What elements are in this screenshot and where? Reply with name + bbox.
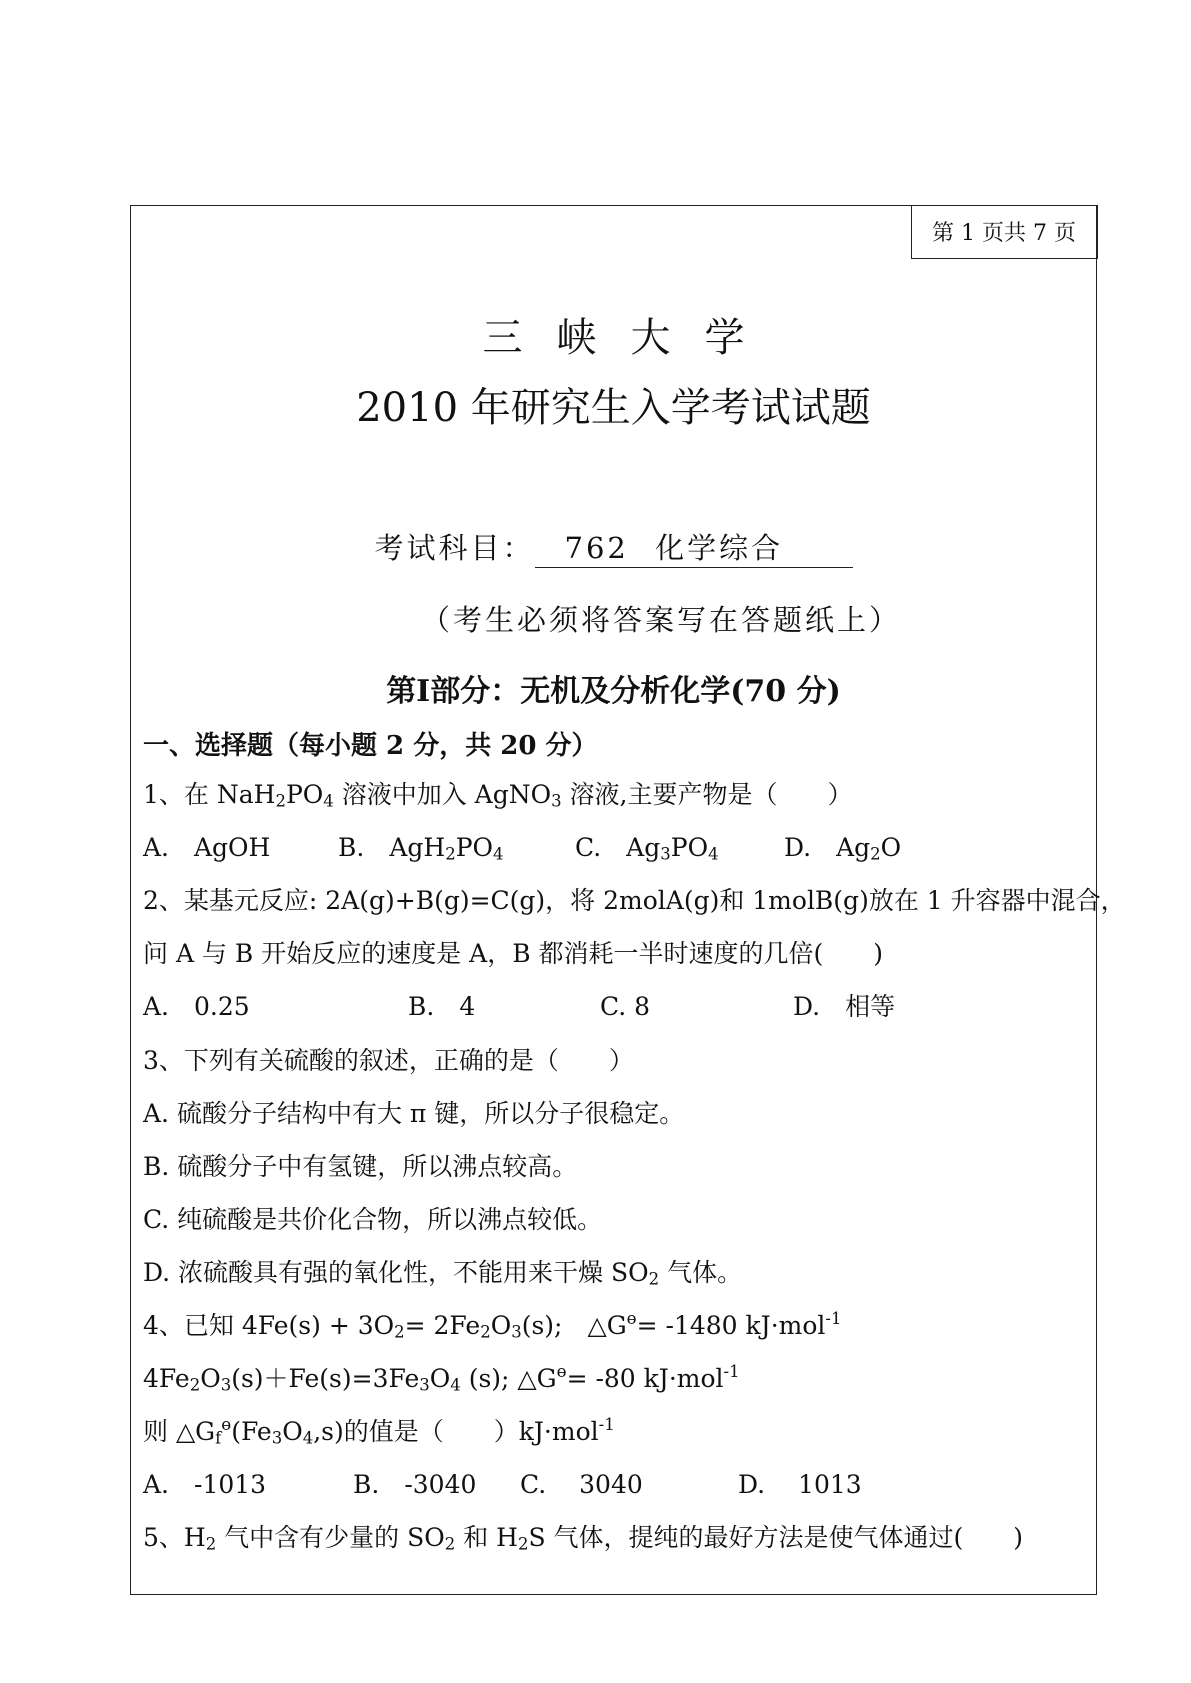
option-d: D. 1013 [738,1470,862,1499]
option-c: C. 3040 [520,1470,643,1499]
option-d: D. $Ag_2O$ [784,833,902,864]
option-a: A. -1013 [143,1470,267,1499]
question-1-stem: 1、在 $NaH_2PO_4$ 溶液中加入 AgNO$_3$ 溶液,主要产物是（ ） [143,780,853,811]
option-d: D. 相等 [793,992,896,1021]
option-b: B. 4 [408,992,476,1021]
subject-value: 762 化学综合 [535,526,853,568]
exam-title: 2010 年研究生入学考试试题 [356,385,871,431]
exam-page-frame [130,205,1126,1595]
part-title: 第Ⅰ部分：无机及分析化学(70 分) [386,674,841,709]
question-1-options [143,833,1096,863]
question-5-stem: 5、$H_2$ 气中含有少量的 $SO_2$ 和 $H_2S$ 气体，提纯的最好方法是使气体通过( ) [143,1523,1024,1554]
question-2-options [143,992,1096,1022]
option-a: A. AgOH [143,833,271,862]
university-name: 三峡大学 [482,315,779,361]
question-2-line-1: 2、某基元反应: 2A(g)+B(g)=C(g)，将 2molA(g)和 1molB(g)放在 1 升容器中混合， [143,886,1126,915]
question-3-option-a: A. 硫酸分子结构中有大 π 键，所以分子很稳定。 [143,1099,685,1128]
question-4-options [143,1470,1096,1500]
question-3-option-d: D. 浓硫酸具有强的氧化性，不能用来干燥 $SO_2$ 气体。 [143,1258,743,1289]
option-b: B. -3040 [353,1470,477,1499]
question-3-stem: 3、下列有关硫酸的叙述，正确的是（ ） [143,1046,634,1075]
option-a: A. 0.25 [143,992,250,1021]
subject-label: 考试科目： [374,531,535,565]
question-4-line-3: 则 $\triangle G_f^ө(Fe_3O_4,s)$的值是（ ）kJ·mol$^{-1}$ [143,1415,615,1448]
page-indicator: 第 1 页共 7 页 [911,205,1098,259]
section-title: 一、选择题（每小题 2 分，共 20 分） [143,731,598,761]
exam-subject [131,526,1096,568]
question-3-option-b: B. 硫酸分子中有氢键，所以沸点较高。 [143,1152,578,1181]
question-3-option-c: C. 纯硫酸是共价化合物，所以沸点较低。 [143,1205,603,1234]
question-2-line-2: 问 A 与 B 开始反应的速度是 A，B 都消耗一半时速度的几倍( ) [143,939,884,968]
question-4-line-1: 4、已知 $4Fe(s) + 3O_2= 2Fe_2O_3(s)$; $\triangle G^ө= -1480$ kJ·mol$^{-1}$ [143,1309,842,1342]
option-b: B. $AgH_2PO_4$ [338,833,504,864]
option-c: C. $Ag_3PO_4$ [575,833,719,864]
option-c: C. 8 [600,992,651,1021]
question-4-line-2: $4Fe_2O_3(s)+Fe(s)=3Fe_3O_4$ (s); $\triangle G^ө= -80$ kJ·mol$^{-1}$ [143,1362,740,1395]
answer-instruction: （考生必须将答案写在答题纸上） [420,603,901,637]
